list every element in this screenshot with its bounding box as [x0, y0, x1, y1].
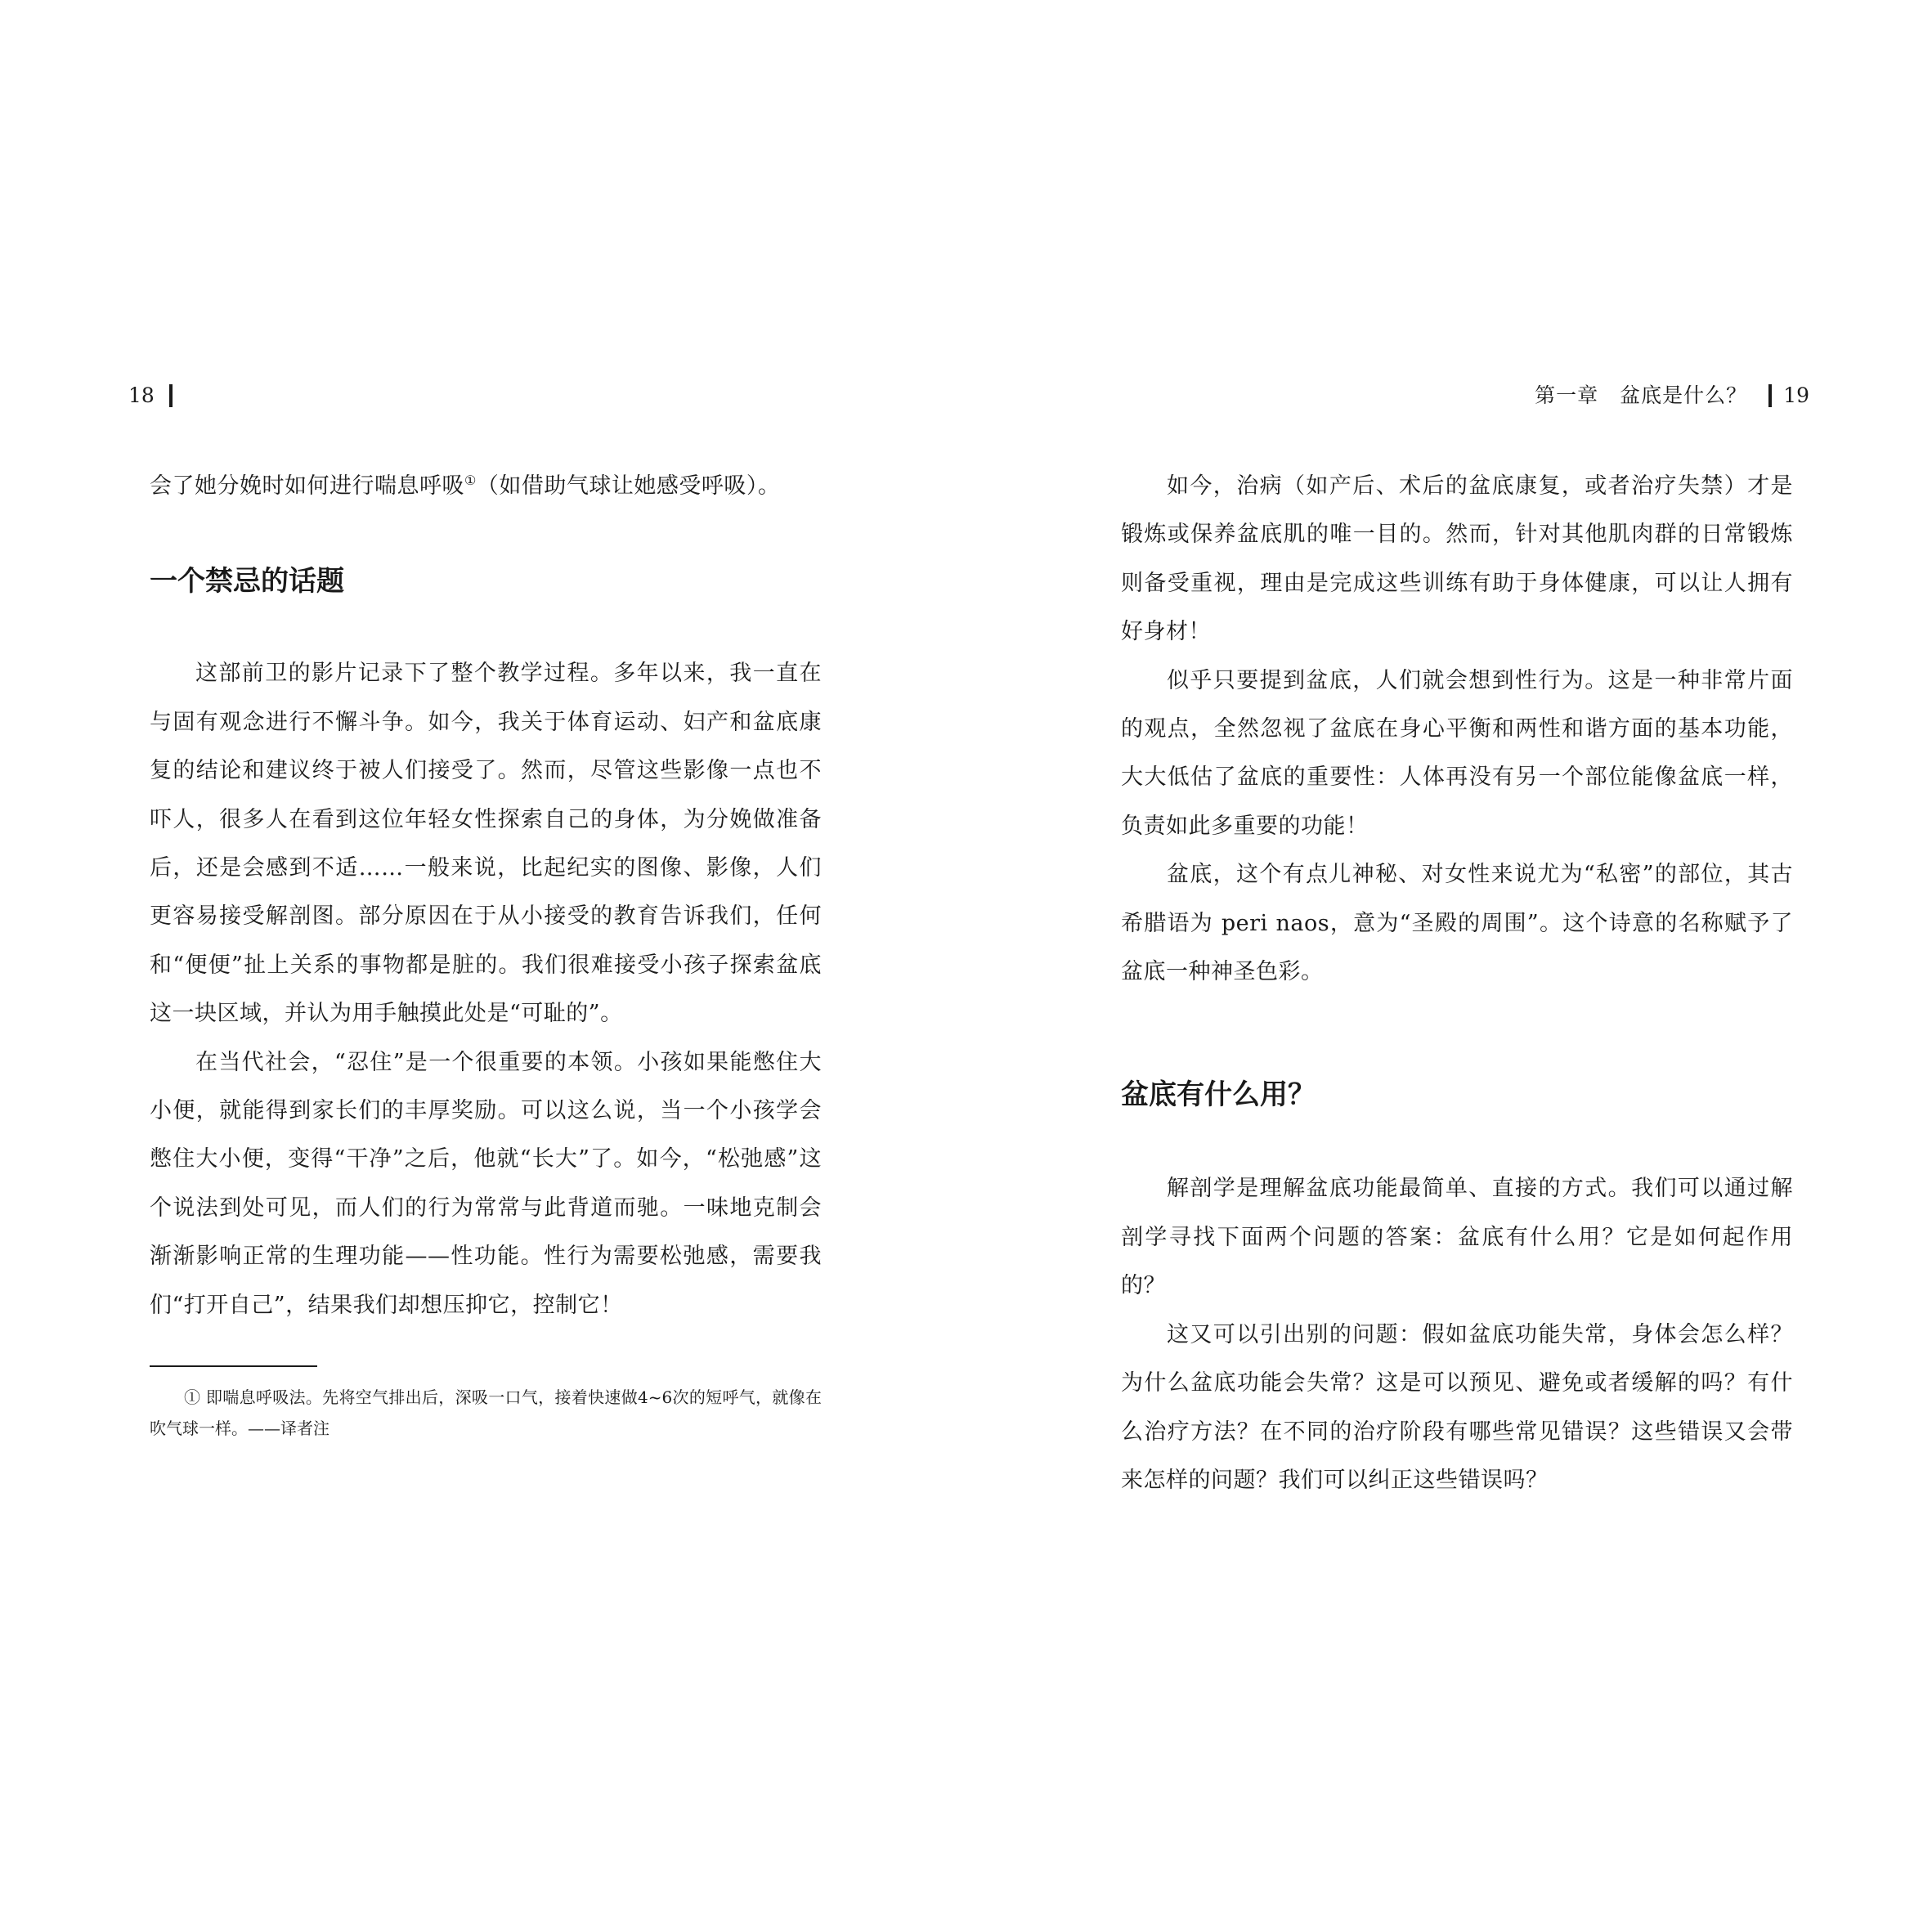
section-heading-taboo: 一个禁忌的话题: [150, 565, 344, 598]
body-paragraph: 这部前卫的影片记录下了整个教学过程。多年以来，我一直在与固有观念进行不懈斗争。如今，我关于体育运动、妇产和盆底康复的结论和建议终于被人们接受了。然而，尽管这些影像一点也不吓人，很多人在看到这位年轻女性探索自己的身体，为分娩做准备后，还是会感到不适……一般来说，比起纪实的图像、影像，人们更容易接受解剖图。部分原因在于从小接受的教育告诉我们，任何和“便便”扯上关系的事物都是脏的。我们很难接受小孩子探索盆底这一块区域，并认为用手触摸此处是“可耻的”。: [150, 661, 822, 1027]
opening-paragraph: [150, 462, 822, 510]
opening-paragraph-text: 会了她分娩时如何进行喘息呼吸: [150, 473, 464, 499]
body-paragraph: 在当代社会，“忍住”是一个很重要的本领。小孩如果能憋住大小便，就能得到家长们的丰厚奖励。可以这么说，当一个小孩学会憋住大小便，变得“干净”之后，他就“长大”了。如今，“松弛感”这个说法到处可见，而人们的行为常常与此背道而驰。一味地克制会渐渐影响正常的生理功能——性功能。性行为需要松弛感，需要我们“打开自己”，结果我们却想压抑它，控制它！: [150, 1049, 822, 1318]
right-running-head: [1535, 378, 1809, 414]
left-running-head: [128, 378, 173, 414]
body-paragraph: 似乎只要提到盆底，人们就会想到性行为。这是一种非常片面的观点，全然忽视了盆底在身心平衡和两性和谐方面的基本功能，大大低估了盆底的重要性：人体再没有另一个部位能像盆底一样，负责如此多重要的功能！: [1121, 667, 1793, 839]
body-paragraph: 如今，治病（如产后、术后的盆底康复，或者治疗失禁）才是锻炼或保养盆底肌的唯一目的。然而，针对其他肌肉群的日常锻炼则备受重视，理由是完成这些训练有助于身体健康，可以让人拥有好身材！: [1121, 473, 1793, 645]
left-page: [128, 0, 822, 1932]
footnote-rule: [150, 1365, 317, 1367]
opening-paragraph-tail: （如借助气球让她感受呼吸）。: [476, 473, 781, 499]
chapter-title: 第一章 盆底是什么？: [1535, 383, 1748, 407]
body-paragraph: 解剖学是理解盆底功能最简单、直接的方式。我们可以通过解剖学寻找下面两个问题的答案：盆底有什么用？它是如何起作用的？: [1121, 1176, 1793, 1299]
right-page: [1121, 0, 1809, 1932]
page-number-left: 18: [128, 383, 155, 407]
left-text-flow: [150, 462, 822, 1444]
folio-divider: [169, 384, 173, 407]
body-paragraph: 这又可以引出别的问题：假如盆底功能失常，身体会怎么样？为什么盆底功能会失常？这是可以预见、避免或者缓解的吗？有什么治疗方法？在不同的治疗阶段有哪些常见错误？这些错误又会带来怎样的问题？我们可以纠正这些错误吗？: [1121, 1321, 1793, 1493]
section-heading-function: 盆底有什么用？: [1121, 1078, 1316, 1112]
body-paragraph: 盆底，这个有点儿神秘、对女性来说尤为“私密”的部位，其古希腊语为 peri naos，意为“圣殿的周围”。这个诗意的名称赋予了盆底一种神圣色彩。: [1121, 862, 1793, 985]
footnote: ① 即喘息呼吸法。先将空气排出后，深吸一口气，接着快速做4~6次的短呼气，就像在吹气球一样。——译者注: [150, 1387, 822, 1439]
right-text-flow: [1121, 462, 1793, 1504]
page-number-right: 19: [1783, 383, 1809, 407]
folio-divider: [1768, 384, 1772, 407]
footnote-reference[interactable]: ①: [464, 473, 477, 488]
